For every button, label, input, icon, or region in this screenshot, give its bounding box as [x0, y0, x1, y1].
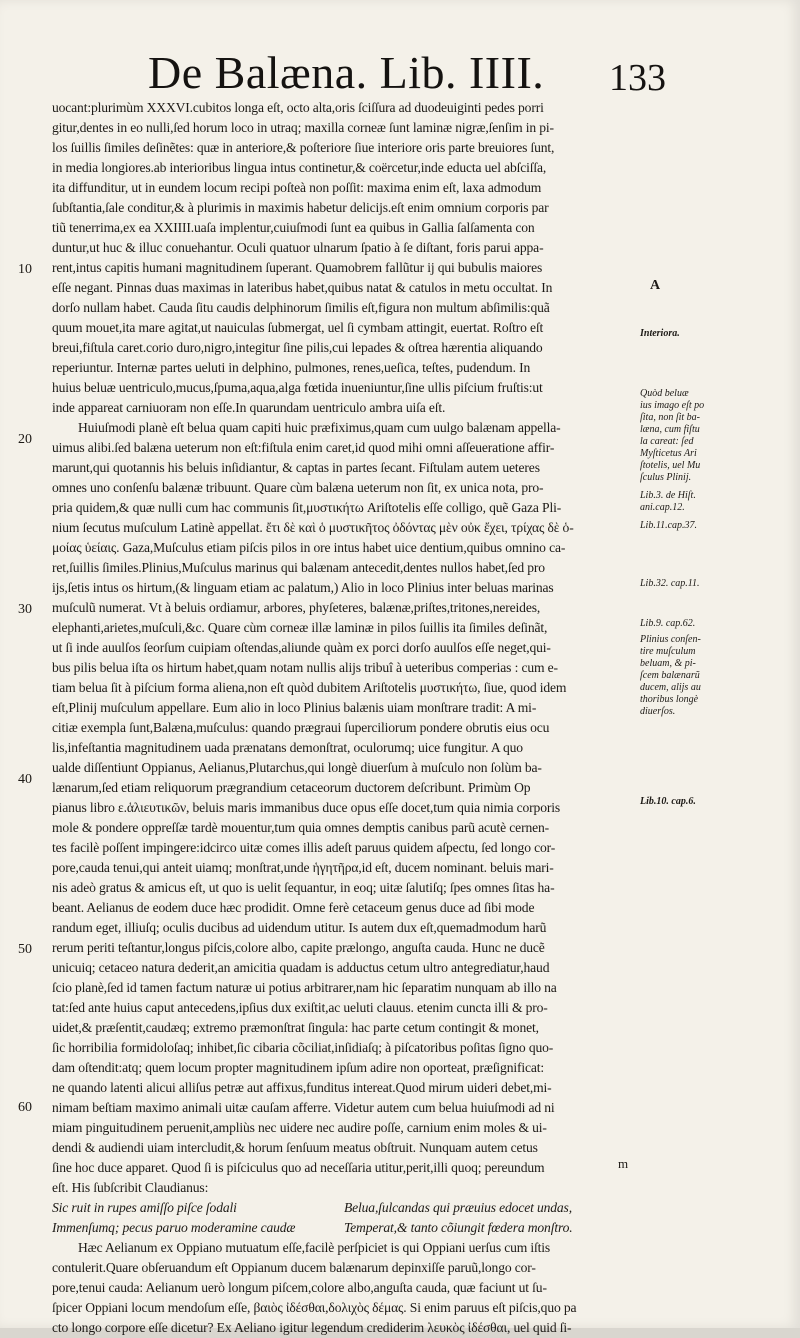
text-line: dorſo nullam habet. Cauda ſitu caudis delphinorum ſimilis eſt,figura non multum abſimilis:quã — [52, 300, 550, 315]
text-line: Huiuſmodi planè eſt belua quam capiti huic præfiximus,quam cum uulgo balænam appella- — [78, 420, 561, 435]
text-line: cto longo corpore eſſe dicetur? Ex Aeliano igitur legendum crediderim λευκὸς ἰδέσθαι, uel quid ſi- — [52, 1320, 572, 1335]
text-line: tiũ tenerrima,ex ea XXIIII.uaſa implentur,cuiuſmodi ſunt ea quibus in Gallia ſalſamenta con — [52, 220, 535, 235]
margin-note: Lib.11.cap.37. — [640, 520, 698, 531]
text-line: muſculũ numerat. Vt à beluis ordiamur, arbores, phyſeteres, balænæ,priſtes,tritones,nereides, — [52, 600, 541, 615]
text-line: ſubſtantia,ſale conditur,& à plurimis in maximis habetur delicijs.eſt enim omnium corporis par — [52, 200, 549, 215]
text-line: mole & pondere oppreſſæ tardè mouentur,tum quia omnes demptis canibus parũ acutè cernen- — [52, 820, 549, 835]
text-line: uimus alibi.ſed balæna ueterum non eſt:fiſtula enim caret,id quod mihi omni aſſeueratione affir- — [52, 440, 555, 455]
text-line: uidet,& præſentit,caudæq; extremo præmonſtrat ſingula: hac parte cetum contingit & monet, — [52, 1020, 539, 1035]
text-line: unicuiq; cetaceo natura dederit,an amicitia quadam is adductus cetum ultro antegrediatur,haud — [52, 960, 550, 975]
text-line: pria quidem,& quæ nulli cum hac communis ſit,μυστικήτω Ariſtotelis eſſe colligo, quẽ Gaza Pli- — [52, 500, 562, 515]
text-line: ualde diſſentiunt Oppianus, Aelianus,Plutarchus,qui longè diuerſum à muſculo non ſolùm ba- — [52, 760, 542, 775]
text-line: contulerit.Quare obſeruandum eſt Oppianum ducem balænarum depinxiſſe paruũ,longo cor- — [52, 1260, 536, 1275]
text-line: ſic horribilia formidoloſaq; inhibet,ſic cibaria cõciliat,inſidiaſq; à piſcatoribus poſitas ſigno quo- — [52, 1040, 554, 1055]
text-line: ut ſi inde auulſos ſeorſum cuipiam oſtendas,aliunde quàm ex porci dorſo auulſos eſſe neget,qui- — [52, 640, 551, 655]
margin-note: Lib.32. cap.11. — [640, 578, 700, 589]
margin-note: Plinius conſen- tire muſculum beluam, & pi- ſcem balænarũ ducem, alijs au thoribus longè diuerſos. — [640, 634, 701, 717]
text-line: lænarum,ſed etiam reliquorum prægrandium cetaceorum ductorem deſcribunt. Primùm Op — [52, 780, 531, 795]
text-line: ſpicer Oppiani locum mendoſum eſſe, βαιὸς ἰδέσθαι,δολιχὸς δέμας. Si enim paruus eſt piſcis,quo pa — [52, 1300, 577, 1315]
verse-left: Immenſumq; pecus paruo moderamine caudæ — [52, 1220, 296, 1235]
text-line: gitur,dentes in eo nulli,ſed horum loco in utraq; maxilla corneæ ſunt laminæ nigræ,ſenſim in pi- — [52, 120, 554, 135]
text-line: ſcio planè,ſed id tamen factum naturæ ui potius arbitrarer,nam hic ſeparatim nunquam ab illo na — [52, 980, 557, 995]
text-line: breui,fiſtula caret.corio duro,nigro,integitur ſine pilis,cui lepades & oſtrea hærentia aliquando — [52, 340, 543, 355]
verse-left: Sic ruit in rupes amiſſo piſce ſodali — [52, 1200, 237, 1215]
text-line: ita diffunditur, ut in eundem locum recipi poſteà non poſſit: maxima enim eſt, laxa admodum — [52, 180, 542, 195]
text-line: randum eget, illiuſq; oculis ducibus ad uidendum utitur. Is autem dux eſt,quemadmodum harũ — [52, 920, 547, 935]
text-line: tiam belua ſit à piſcium forma aliena,non eſt quòd dubitem Ariſtotelis μυστικήτω, ſiue, quod idem — [52, 680, 567, 695]
running-title: De Balæna. Lib. IIII. — [148, 47, 545, 98]
text-line: uocant:plurimùm XXXVI.cubitos longa eſt, octo alta,oris ſciſſura ad duodeuiginti pedes porri — [52, 100, 544, 115]
margin-note: Interiora. — [640, 328, 680, 339]
text-line: inde appareat carniuoram non eſſe.In quarundam uentriculo ambra uiſa eſt. — [52, 400, 446, 415]
text-line: dendi & audiendi uiam intercludit,& horum ſenſuum meatus obſtruit. Nunquam autem cetus — [52, 1140, 538, 1155]
text-line: ijs,ſetis intus os hirtum,(& linguam etiam ac palatum,) Alio in loco Plinius inter beluas marinas — [52, 580, 554, 595]
verse-right: Temperat,& tanto cõiungit fœdera monſtro. — [344, 1220, 573, 1235]
margin-note: Lib.3. de Hiſt. ani.cap.12. — [640, 490, 696, 513]
text-line: elephanti,arietes,muſculi,&c. Quare cùm corneæ illæ laminæ in pilos ſuillis ita ſimiles deſinãt, — [52, 620, 548, 635]
margin-note: Quòd beluæ ius imago eſt po ſita, non ſit ba- læna, cum fiſtu la careat: ſed — [640, 388, 705, 447]
line-number: 10 — [18, 262, 32, 277]
margin-note: Lib.9. cap.62. — [640, 618, 696, 629]
verse-line — [52, 1198, 640, 1218]
section-marker: A — [650, 278, 661, 293]
text-line: huius beluæ uentriculo,mucus,ſpuma,aqua,alga fœtida inueniuntur,ſine ullis piſcium fruſtis:ut — [52, 380, 543, 395]
page-number: 133 — [609, 57, 666, 99]
catchword: m — [618, 1156, 629, 1171]
text-line: tat:ſed ante huius caput antecedens,ipſius dux exiſtit,ac ueluti clauus. etenim cuncta illi & pro- — [52, 1000, 548, 1015]
line-number: 50 — [18, 942, 32, 957]
text-line: bus pilis belua iſta os hirtum habet,quam notam nullis alijs tribuî à ueteribus comperias : cum e- — [52, 660, 558, 675]
margin-note: Lib.10. cap.6. — [640, 796, 696, 807]
line-number: 60 — [18, 1100, 32, 1115]
text-line: omnes uno conſenſu balænæ tribuunt. Quare cùm balæna ueterum non ſit, ex unica nota, pro- — [52, 480, 544, 495]
text-line: quum mouet,ita mare agitat,ut nauiculas ſubmergat, uel ſi cymbam attingit, euertat. Roſtro eſt — [52, 320, 544, 335]
text-line: Hæc Aelianum ex Oppiano mutuatum eſſe,facilè perſpiciet is qui Oppiani uerſus cum iſtis — [78, 1240, 551, 1255]
text-line: citiæ exempla ſunt,Balæna,muſculus: quando prægraui ſuperciliorum pondere obrutis eius ocu — [52, 720, 550, 735]
text-line: duntur,ut huc & illuc conuehantur. Oculi quatuor ulnarum ſpatio à ſe diſtant, foris parui appa- — [52, 240, 544, 255]
text-line: ne quando latenti alicui alliſus petræ aut affixus,funditus intereat.Quod mirum uideri debet,mi- — [52, 1080, 552, 1095]
text-line: tes facilè poſſent impingere:idcirco uitæ comes illis adeſt paruus quidem aſpectu, ſed longo cor- — [52, 840, 556, 855]
text-line: eſſe negant. Pinnas duas maximas in lateribus habet,quibus natat & catulos in metu occultat. In — [52, 280, 553, 295]
text-line: lis,infeſtantia magnitudinem uada prænatans demonſtrat, oculorumq; uice fungitur. A quo — [52, 740, 523, 755]
text-line: nis adeò gratus & amicus eſt, ut quo is uelit ſequantur, in eoq; uitæ ſalutiſq; ſpes omnes ſitas ha- — [52, 880, 555, 895]
line-number: 20 — [18, 432, 32, 447]
text-line: in media longiores.ab interioribus lingua intus continetur,& coërcetur,inde educta uel abſciſſa, — [52, 160, 547, 175]
text-line: nium ſecutus muſculum Latinè appellat. ἔτι δὲ καὶ ὁ μυστικῆτος ὀδόντας μὲν οὐκ ἔχει, τρίχας δὲ ὁ- — [52, 520, 574, 535]
text-line: eſt. His ſubſcribit Claudianus: — [52, 1180, 209, 1195]
text-line: rerum periti teſtantur,longus piſcis,colore albo, capite prælongo, anguſta cauda. Hunc ne ducẽ — [52, 940, 545, 955]
line-number: 40 — [18, 772, 32, 787]
verse-right: Belua,ſulcandas qui præuius edocet undas, — [344, 1200, 572, 1215]
text-line: marunt,qui quotannis his beluis inſidiantur, & captas in partes ſecant. Fiſtulam autem ueteres — [52, 460, 540, 475]
line-number: 30 — [18, 602, 32, 617]
margin-note: Myſticetus Ari ſtotelis, uel Mu ſculus Plinij. — [640, 448, 701, 483]
text-line: pore,tenui cauda: Aelianum uerò longum piſcem,colore albo,anguſta cauda, quæ faciunt ut ſu- — [52, 1280, 547, 1295]
text-line: los ſuillis ſimiles deſinẽtes: quæ in anteriore,& poſteriore ſiue interiore oris parte breuiores ſunt, — [52, 140, 555, 155]
text-line: nimam beſtiam maximo animali uitæ cauſam afferre. Videtur autem cum belua huiuſmodi ad ni — [52, 1100, 555, 1115]
text-line: beant. Aelianus de eodem duce hæc prodidit. Omne ferè cetaceum genus duce ad ſibi mode — [52, 900, 535, 915]
text-line: pore,cauda tenui,qui anteit uiamq; monſtrat,unde ἡγητῆρα,id eſt, ducem nominant. beluis mari- — [52, 860, 554, 875]
text-line: pianus libro ε.ἁλιευτικῶν, beluis maris immanibus duce opus eſſe docet,tum quia nimia corporis — [52, 800, 560, 815]
text-line: dam oſtendit:atq; quem locum propter magnitudinem ipſum adire non oporteat, præſignificat: — [52, 1060, 544, 1075]
text-line: reperiuntur. Internæ partes ueluti in delphino, pulmones, renes,ueſica, teſtes, pudendum. In — [52, 360, 531, 375]
text-line: eſt,Plinij muſculum appellare. Eum alio in loco Plinius balænis uiam monſtrare tradit: A mi- — [52, 700, 537, 715]
text-line: μοίας ὑείαις. Gaza,Muſculus etiam piſcis pilos in ore intus habet uice dentium,quibus omnino ca- — [52, 540, 566, 555]
text-line: miam pinguitudinem peruenit,ampliùs nec uidere nec audire poſſe, carnium enim moles & ui- — [52, 1120, 547, 1135]
text-line: ret,ſuillis ſimiles.Plinius,Muſculus marinus qui balænam antecedit,dentes nullos habet,ſed pro — [52, 560, 545, 575]
text-line: ſine hoc duce apparet. Quod ſi is piſciculus quo ad neceſſaria utitur,perit,illi quoq; pereundum — [52, 1160, 545, 1175]
verse-line — [52, 1218, 640, 1238]
text-line: rent,intus capitis humani magnitudinem ſuperant. Quamobrem fallũtur ij qui bubulis maiores — [52, 260, 543, 275]
